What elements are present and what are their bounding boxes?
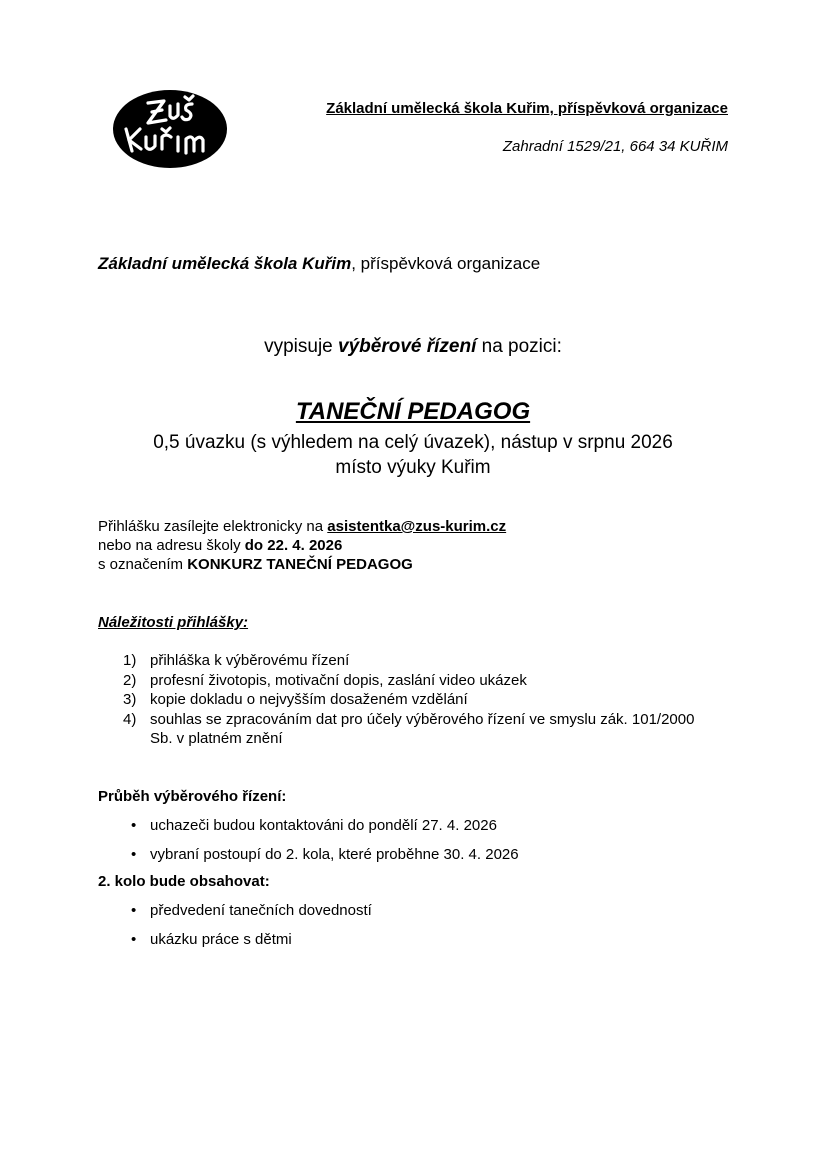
requirements-heading: Náležitosti přihlášky: xyxy=(98,614,249,631)
list-item xyxy=(98,930,372,959)
list-item-text: vybraní postoupí do 2. kola, které proběhne 30. 4. 2026 xyxy=(150,846,519,863)
bullet-icon: • xyxy=(131,931,137,948)
list-item-number: 1) xyxy=(123,652,137,669)
process-heading: Průběh výběrového řízení: xyxy=(98,788,287,805)
email-link[interactable]: asistentka@zus-kurim.cz xyxy=(327,518,507,535)
list-item xyxy=(98,816,519,845)
bullet-icon: • xyxy=(131,846,137,863)
school-logo xyxy=(112,89,228,169)
organization-name: Základní umělecká škola Kuřim xyxy=(98,254,352,273)
requirements-list xyxy=(98,651,710,749)
list-item-number: 4) xyxy=(123,710,137,728)
position-details xyxy=(0,430,826,480)
list-item-text: souhlas se zpracováním dat pro účely výběrového řízení ve smyslu zák. 101/2000 Sb. v platném znění xyxy=(150,710,695,747)
round2-heading: 2. kolo bude obsahovat: xyxy=(98,873,270,890)
list-item xyxy=(98,710,710,749)
round2-list xyxy=(98,901,372,959)
apply-line1-prefix: Přihlášku zasílejte elektronicky na xyxy=(98,518,328,535)
announcement-suffix: na pozici: xyxy=(476,336,562,357)
process-list xyxy=(98,816,519,874)
deadline: do 22. 4. 2026 xyxy=(244,537,343,554)
list-item xyxy=(98,690,710,710)
bullet-icon: • xyxy=(131,902,137,919)
list-item xyxy=(98,651,710,671)
list-item-text: předvedení tanečních dovedností xyxy=(150,902,372,919)
list-item-text: kopie dokladu o nejvyšším dosaženém vzdělání xyxy=(150,691,468,708)
list-item-text: přihláška k výběrovému řízení xyxy=(150,652,350,669)
position-location: místo výuky Kuřim xyxy=(335,457,491,478)
list-item xyxy=(98,671,710,691)
organization-type: , příspěvková organizace xyxy=(351,254,541,273)
position-workload: 0,5 úvazku (s výhledem na celý úvazek), nástup v srpnu 2026 xyxy=(153,432,673,453)
announcement-emphasis: výběrové řízení xyxy=(338,336,477,357)
list-item-text: profesní životopis, motivační dopis, zaslání video ukázek xyxy=(150,671,527,689)
list-item xyxy=(98,845,519,874)
header-school-name: Základní umělecká škola Kuřim, příspěvková organizace xyxy=(326,100,728,117)
announcement-prefix: vypisuje xyxy=(264,336,339,357)
header-address: Zahradní 1529/21, 664 34 KUŘIM xyxy=(502,138,728,155)
application-label: KONKURZ TANEČNÍ PEDAGOG xyxy=(187,556,413,573)
position-title: TANEČNÍ PEDAGOG xyxy=(295,398,531,425)
bullet-icon: • xyxy=(131,817,137,834)
organization-line xyxy=(98,254,540,274)
list-item-text: ukázku práce s dětmi xyxy=(150,931,292,948)
list-item-text: uchazeči budou kontaktováni do pondělí 27. 4. 2026 xyxy=(150,817,497,834)
list-item-number: 3) xyxy=(123,691,137,708)
announcement xyxy=(0,336,826,358)
apply-line2-prefix: nebo na adresu školy xyxy=(98,537,245,554)
application-instructions xyxy=(98,517,506,574)
list-item-number: 2) xyxy=(123,671,137,689)
apply-line3-prefix: s označením xyxy=(98,556,188,573)
list-item xyxy=(98,901,372,930)
